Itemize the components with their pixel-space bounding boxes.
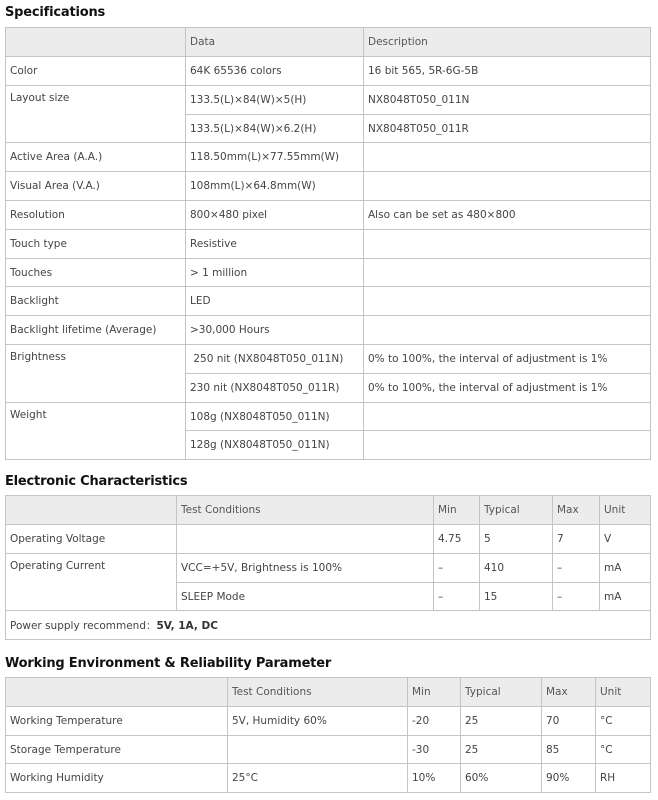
max-cell: 7 [553, 525, 600, 554]
typical-cell: 15 [480, 583, 553, 611]
condition-cell: SLEEP Mode [177, 583, 434, 611]
data-cell: 108mm(L)×64.8mm(W) [186, 172, 364, 201]
header-cell: Test Conditions [177, 496, 434, 525]
table-row [6, 143, 651, 172]
table-row [6, 57, 651, 86]
row-label: Working Humidity [6, 764, 228, 793]
data-cell: 800×480 pixel [186, 201, 364, 230]
header-cell: Data [186, 28, 364, 57]
row-label: Storage Temperature [6, 736, 228, 764]
table-row [6, 611, 651, 640]
unit-cell: mA [600, 583, 651, 611]
row-label: Visual Area (V.A.) [6, 172, 186, 201]
table-row [6, 287, 651, 316]
typical-cell: 25 [461, 707, 542, 736]
data-cell: 64K 65536 colors [186, 57, 364, 86]
description-cell [364, 316, 651, 345]
row-label: Touch type [6, 230, 186, 259]
row-label: Layout size [6, 86, 186, 143]
max-cell: 70 [542, 707, 596, 736]
description-cell [364, 230, 651, 259]
min-cell: 4.75 [434, 525, 480, 554]
row-label: Backlight lifetime (Average) [6, 316, 186, 345]
condition-cell: 25°C [228, 764, 408, 793]
power-supply-label: Power supply recommend： [10, 619, 157, 632]
description-cell [364, 431, 651, 460]
description-cell [364, 287, 651, 316]
table-row [6, 86, 651, 115]
header-cell: Max [542, 678, 596, 707]
row-label: Color [6, 57, 186, 86]
row-label: Operating Voltage [6, 525, 177, 554]
table-row [6, 764, 651, 793]
header-cell: Unit [600, 496, 651, 525]
header-cell: Test Conditions [228, 678, 408, 707]
description-cell [364, 403, 651, 431]
data-cell: > 1 million [186, 259, 364, 287]
environment-table [5, 677, 651, 793]
data-cell: >30,000 Hours [186, 316, 364, 345]
typical-cell: 60% [461, 764, 542, 793]
description-cell: NX8048T050_011N [364, 86, 651, 115]
min-cell: -20 [408, 707, 461, 736]
max-cell: – [553, 554, 600, 583]
table-row [6, 172, 651, 201]
typical-cell: 410 [480, 554, 553, 583]
min-cell: 10% [408, 764, 461, 793]
header-cell: Unit [596, 678, 651, 707]
header-cell: Typical [461, 678, 542, 707]
min-cell: -30 [408, 736, 461, 764]
table-row [6, 707, 651, 736]
unit-cell: °C [596, 736, 651, 764]
table-row [6, 403, 651, 431]
table-row [6, 525, 651, 554]
data-cell: 230 nit (NX8048T050_011R) [186, 374, 364, 403]
data-cell: 118.50mm(L)×77.55mm(W) [186, 143, 364, 172]
data-cell: 250 nit (NX8048T050_011N) [186, 345, 364, 374]
description-cell: 0% to 100%, the interval of adjustment is 1% [364, 345, 651, 374]
max-cell: 90% [542, 764, 596, 793]
row-label: Weight [6, 403, 186, 460]
data-cell: 133.5(L)×84(W)×5(H) [186, 86, 364, 115]
row-label: Brightness [6, 345, 186, 403]
data-cell: LED [186, 287, 364, 316]
table-row [6, 230, 651, 259]
description-cell: 16 bit 565, 5R-6G-5B [364, 57, 651, 86]
table-header-row [6, 496, 651, 525]
electronic-table [5, 495, 651, 640]
table-row [6, 259, 651, 287]
header-cell: Typical [480, 496, 553, 525]
description-cell: NX8048T050_011R [364, 115, 651, 143]
table-row [6, 554, 651, 583]
data-cell: 133.5(L)×84(W)×6.2(H) [186, 115, 364, 143]
data-cell: 128g (NX8048T050_011N) [186, 431, 364, 460]
header-cell [6, 678, 228, 707]
table-header-row [6, 28, 651, 57]
description-cell: Also can be set as 480×800 [364, 201, 651, 230]
table-row [6, 736, 651, 764]
condition-cell [228, 736, 408, 764]
max-cell: – [553, 583, 600, 611]
unit-cell: °C [596, 707, 651, 736]
typical-cell: 25 [461, 736, 542, 764]
min-cell: – [434, 583, 480, 611]
row-label: Operating Current [6, 554, 177, 611]
header-cell: Min [434, 496, 480, 525]
max-cell: 85 [542, 736, 596, 764]
table-row [6, 201, 651, 230]
row-label: Working Temperature [6, 707, 228, 736]
table-row [6, 345, 651, 374]
row-label: Active Area (A.A.) [6, 143, 186, 172]
power-supply-note [6, 611, 651, 640]
unit-cell: RH [596, 764, 651, 793]
row-label: Resolution [6, 201, 186, 230]
table-row [6, 316, 651, 345]
header-cell: Min [408, 678, 461, 707]
row-label: Touches [6, 259, 186, 287]
header-cell: Max [553, 496, 600, 525]
description-cell [364, 259, 651, 287]
specifications-title: Specifications [5, 5, 106, 20]
min-cell: – [434, 554, 480, 583]
condition-cell: VCC=+5V, Brightness is 100% [177, 554, 434, 583]
description-cell [364, 172, 651, 201]
specifications-table [5, 27, 651, 460]
header-cell: Description [364, 28, 651, 57]
row-label: Backlight [6, 287, 186, 316]
header-cell [6, 28, 186, 57]
data-cell: 108g (NX8048T050_011N) [186, 403, 364, 431]
unit-cell: mA [600, 554, 651, 583]
power-supply-value: 5V, 1A, DC [156, 619, 218, 632]
electronic-title: Electronic Characteristics [5, 474, 188, 489]
condition-cell [177, 525, 434, 554]
header-cell [6, 496, 177, 525]
description-cell [364, 143, 651, 172]
typical-cell: 5 [480, 525, 553, 554]
data-cell: Resistive [186, 230, 364, 259]
table-header-row [6, 678, 651, 707]
condition-cell: 5V, Humidity 60% [228, 707, 408, 736]
unit-cell: V [600, 525, 651, 554]
description-cell: 0% to 100%, the interval of adjustment is 1% [364, 374, 651, 403]
environment-title: Working Environment & Reliability Parameter [5, 656, 332, 671]
